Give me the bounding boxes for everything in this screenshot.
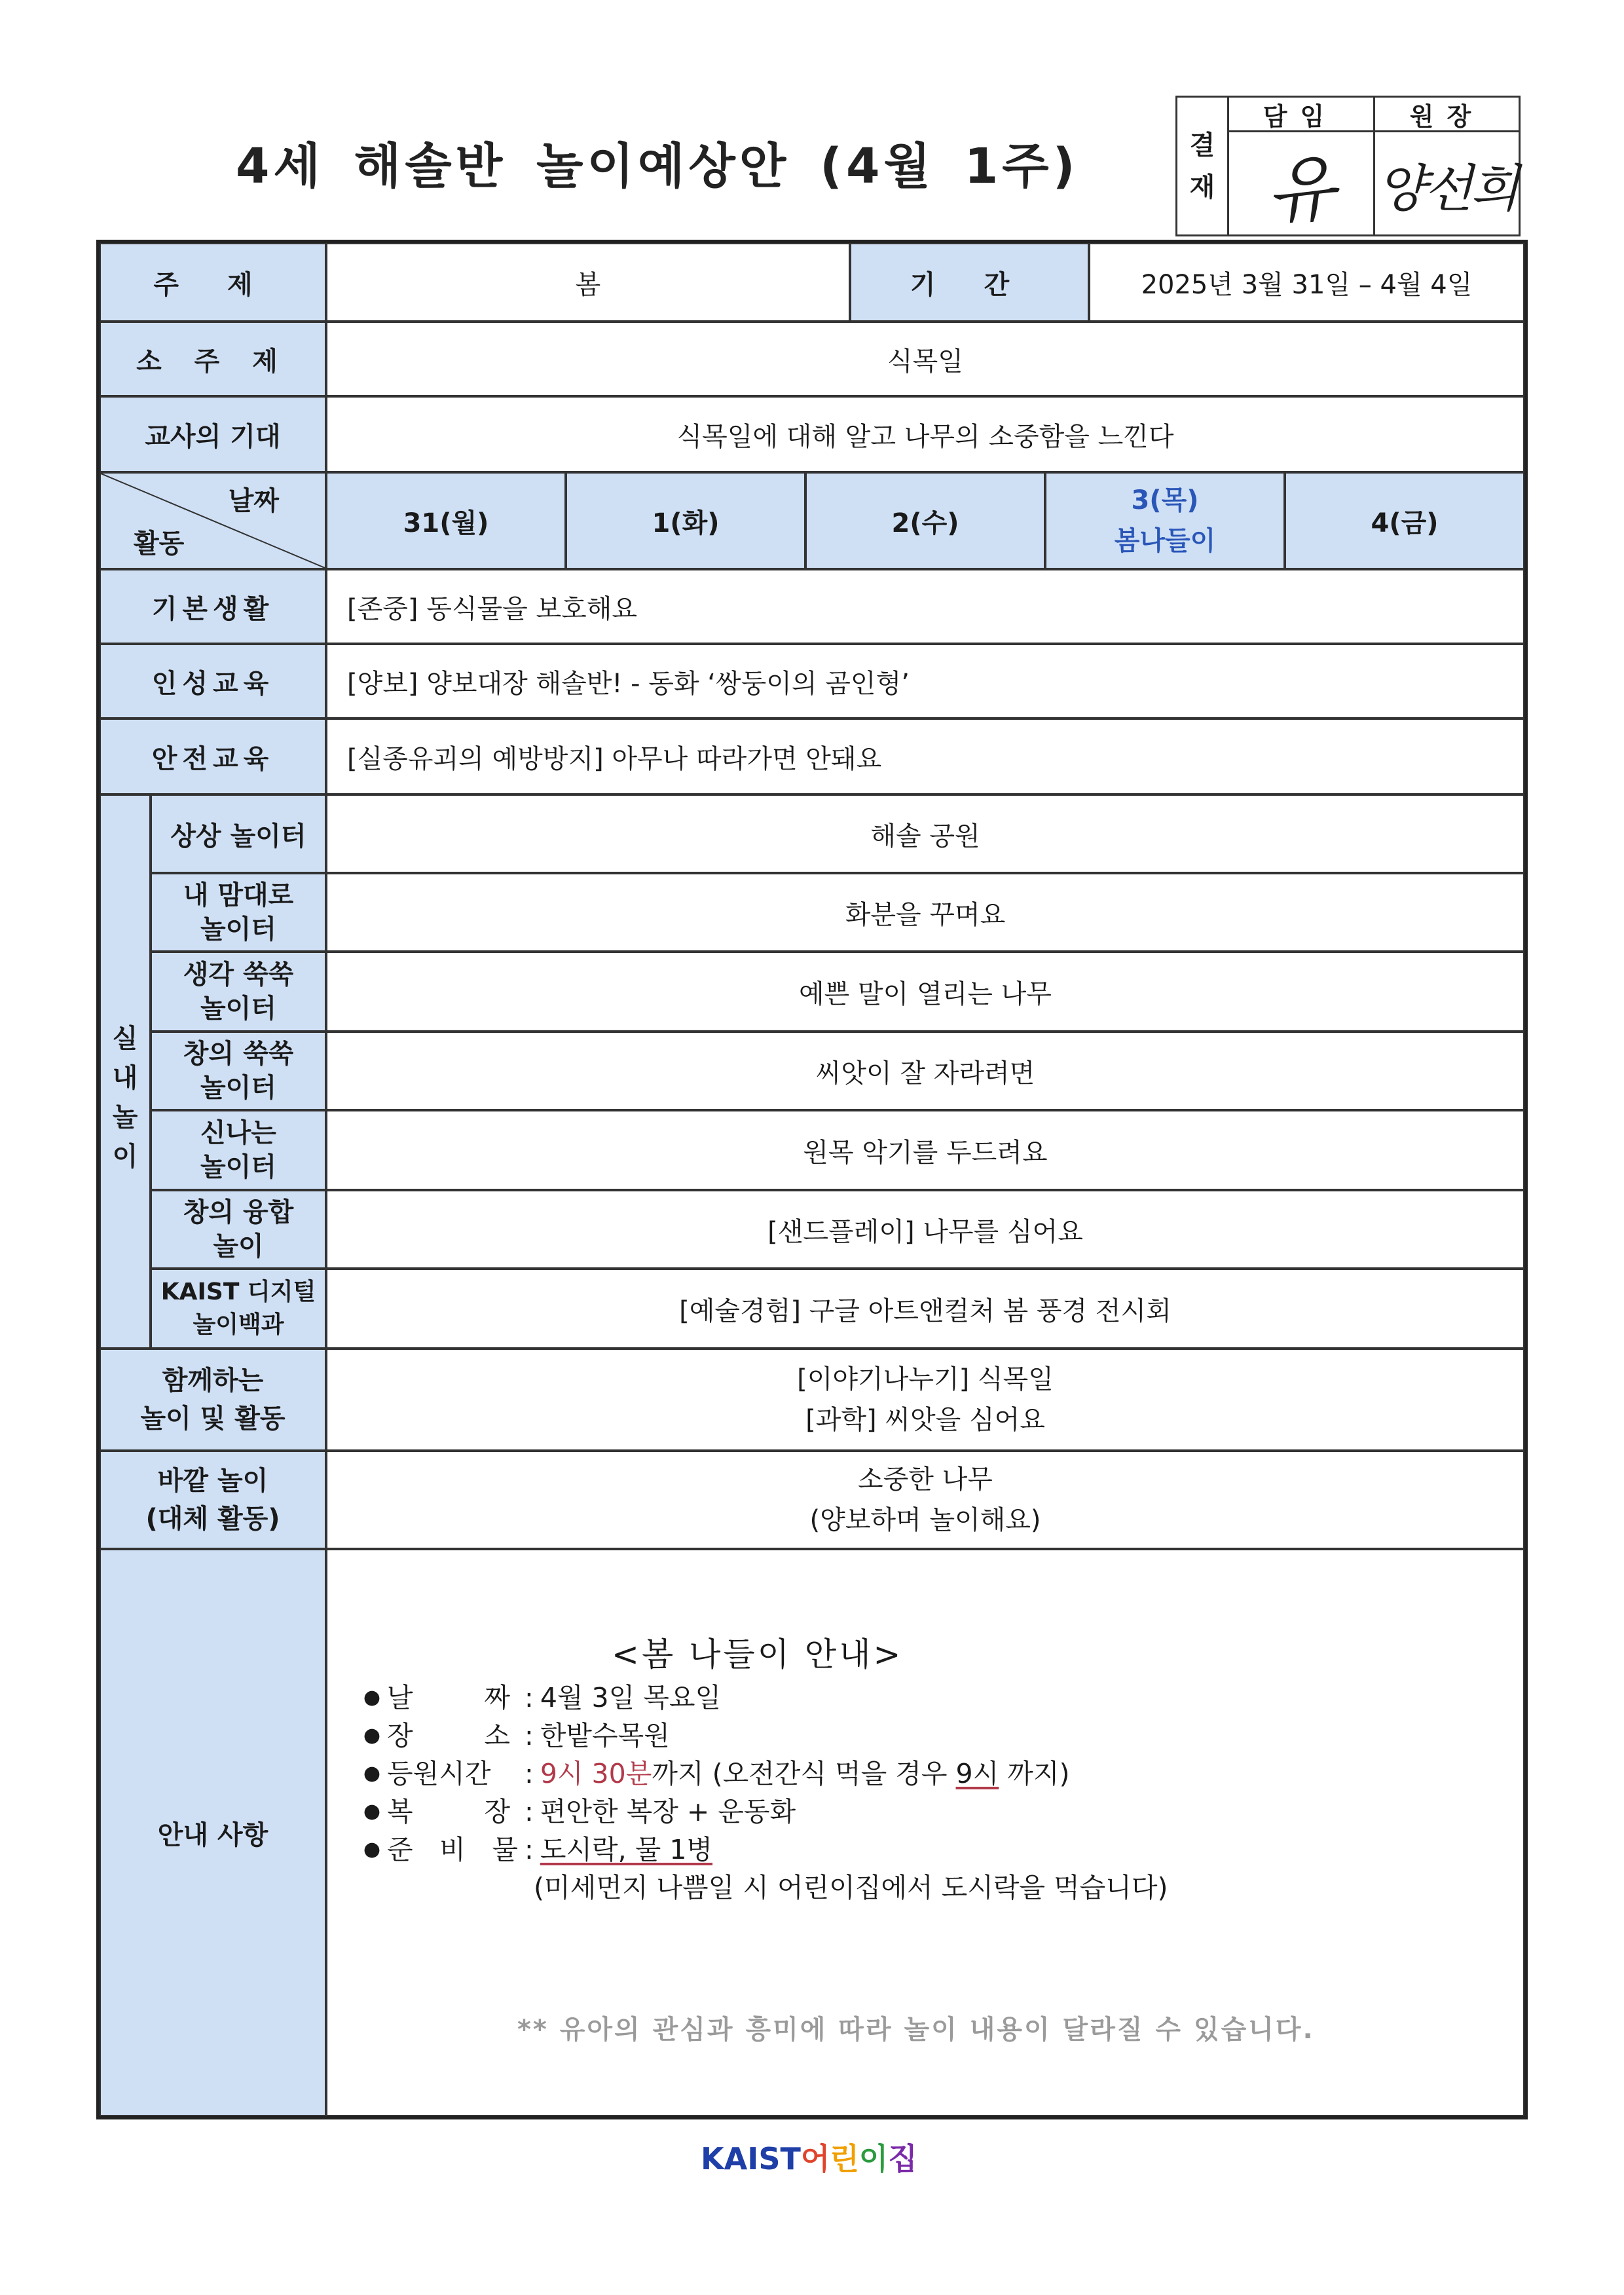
- label-part: 비: [439, 1834, 466, 1865]
- director-column: [1375, 98, 1519, 234]
- indoor-value: 화분을 꾸며요: [326, 873, 1524, 952]
- outdoor-line1: 소중한 나무: [858, 1465, 993, 1495]
- notice-item-label: [387, 1679, 525, 1717]
- approval-label-bottom: 재: [1189, 172, 1215, 202]
- logo-char: 린: [830, 2141, 859, 2176]
- notice-item-supplies: [357, 1831, 1168, 1869]
- teacher-header: 담임: [1227, 98, 1373, 132]
- safety-value: [실종유괴의 예방방지] 아무나 따라가면 안돼요: [326, 718, 1524, 794]
- date-label: 날짜: [228, 486, 279, 516]
- outdoor-label: [100, 1451, 326, 1549]
- indoor-label-line2: 놀이: [213, 1231, 264, 1261]
- arrival-time-snack: 9시: [955, 1758, 999, 1789]
- colon: :: [525, 1796, 534, 1827]
- notice-item-value: 편안한 복장 + 운동화: [540, 1796, 796, 1827]
- indoor-label-text: 상상 놀이터: [170, 821, 306, 851]
- notice-item-clothes: [357, 1793, 1168, 1831]
- activity-label: 활동: [134, 529, 185, 559]
- colon: :: [525, 1834, 534, 1865]
- director-header: 원장: [1375, 98, 1519, 132]
- together-line2: [과학] 씨앗을 심어요: [805, 1405, 1045, 1435]
- label-part: 준: [387, 1834, 413, 1865]
- colon: :: [525, 1720, 534, 1751]
- day-wed: 2(수): [805, 472, 1045, 569]
- logo-kaist: KAIST: [701, 2141, 801, 2176]
- day-fri: 4(금): [1285, 472, 1524, 569]
- notice-item-value: 한밭수목원: [540, 1720, 670, 1751]
- indoor-char: 실: [112, 1024, 138, 1054]
- indoor-value: 예쁜 말이 열리는 나무: [326, 952, 1524, 1032]
- logo-char: 어: [800, 2141, 830, 2176]
- day-tue: 1(화): [566, 472, 805, 569]
- notice-item-value: 도시락, 물 1병: [540, 1834, 713, 1865]
- indoor-value: 씨앗이 잘 자라려면: [326, 1032, 1524, 1110]
- indoor-play-group-label: [100, 794, 151, 1349]
- indoor-label-line1: 신나는: [200, 1118, 276, 1148]
- notice-item-place: [357, 1717, 1168, 1755]
- indoor-value: [샌드플레이] 나무를 심어요: [326, 1190, 1524, 1269]
- indoor-char: 내: [112, 1063, 138, 1093]
- together-line1: [이야기나누기] 식목일: [797, 1364, 1054, 1394]
- arrival-time: 9시 30분: [540, 1758, 652, 1789]
- period-value: 2025년 3월 31일 – 4월 4일: [1089, 243, 1524, 322]
- indoor-label-line2: 놀이터: [200, 914, 276, 944]
- logo-char: 이: [858, 2141, 889, 2176]
- label-part: 장: [484, 1796, 510, 1827]
- indoor-label-line1: 창의 쑥쑥: [183, 1039, 294, 1069]
- together-label-line1: 함께하는: [162, 1366, 264, 1396]
- bullet-icon: ●: [363, 1838, 381, 1861]
- notice-body: [326, 1549, 1524, 2116]
- indoor-char: 이: [112, 1142, 138, 1172]
- notice-label: 안내 사항: [100, 1549, 326, 2116]
- day-thu-note: 봄나들이: [1114, 526, 1216, 556]
- indoor-label: [151, 952, 326, 1032]
- day-thu-label: 3(목): [1131, 485, 1199, 515]
- notice-item-date: [357, 1679, 1168, 1717]
- notice-item-value: 4월 3일 목요일: [540, 1682, 722, 1713]
- indoor-label-line2: 놀이터: [200, 1152, 276, 1182]
- teacher-column: [1227, 98, 1375, 234]
- notice-item-label: [387, 1717, 525, 1755]
- notice-title: <봄 나들이 안내>: [612, 1635, 904, 1673]
- indoor-label: [151, 1032, 326, 1110]
- bullet-icon: ●: [363, 1762, 381, 1785]
- label-part: 복: [387, 1796, 413, 1827]
- approval-box: [1175, 96, 1521, 236]
- indoor-value: [예술경험] 구글 아트앤컬처 봄 풍경 전시회: [326, 1269, 1524, 1349]
- together-label-line2: 놀이 및 활동: [140, 1404, 286, 1434]
- plan-table: [96, 240, 1528, 2119]
- indoor-label: [151, 794, 326, 873]
- kaist-daycare-logo: [701, 2135, 917, 2178]
- notice-footnote: ** 유아의 관심과 흥미에 따라 놀이 내용이 달라질 수 있습니다.: [517, 2015, 1315, 2045]
- label-part: 소: [484, 1720, 510, 1751]
- outdoor-value: [326, 1451, 1524, 1549]
- indoor-label-line1: 창의 융합: [183, 1197, 294, 1227]
- together-label: [100, 1349, 326, 1451]
- indoor-char: 놀: [112, 1102, 138, 1132]
- notice-item-label: [387, 1831, 525, 1869]
- notice-extra: (미세먼지 나쁨일 시 어린이집에서 도시락을 먹습니다): [534, 1872, 1168, 1903]
- date-activity-header: [100, 472, 326, 569]
- period-label: 기 간: [850, 243, 1089, 322]
- outdoor-label-line2: (대체 활동): [145, 1504, 280, 1534]
- indoor-label-line1: 생각 쑥쑥: [183, 960, 294, 990]
- notice-item-arrival: [357, 1755, 1168, 1793]
- theme-value: 봄: [326, 243, 850, 322]
- bullet-icon: ●: [363, 1686, 381, 1709]
- indoor-label-line1: 내 맘대로: [183, 880, 294, 910]
- label-part: 물: [492, 1834, 518, 1865]
- bullet-icon: ●: [363, 1800, 381, 1823]
- indoor-label: [151, 1190, 326, 1269]
- notice-item-value: [540, 1755, 1070, 1793]
- notice-item-label: [387, 1755, 525, 1793]
- label-part: 짜: [484, 1682, 510, 1713]
- day-thu: [1045, 472, 1285, 569]
- indoor-label: [151, 1110, 326, 1190]
- indoor-value: 해솔 공원: [326, 794, 1524, 873]
- label-part: 장: [387, 1720, 413, 1751]
- subtheme-value: 식목일: [326, 322, 1524, 396]
- indoor-label-line2: 놀이터: [200, 1073, 276, 1103]
- director-signature: 양선희: [1376, 160, 1517, 219]
- indoor-label-line1: KAIST 디지털: [160, 1278, 316, 1305]
- indoor-label-line2: 놀이터: [200, 994, 276, 1024]
- safety-label: 안전교육: [100, 718, 326, 794]
- indoor-value: 원목 악기를 두드려요: [326, 1110, 1524, 1190]
- logo-char: 집: [888, 2141, 917, 2176]
- day-mon: 31(월): [326, 472, 566, 569]
- colon: :: [525, 1682, 534, 1713]
- expectation-label: 교사의 기대: [100, 396, 326, 472]
- indoor-label: [151, 873, 326, 952]
- indoor-label: [151, 1269, 326, 1349]
- arrival-after: 까지 (오전간식 먹을 경우: [652, 1758, 956, 1789]
- teacher-signature: 유: [1261, 145, 1340, 236]
- label-part: 날: [387, 1682, 413, 1713]
- page-title: 4세 해솔반 놀이예상안 (4월 1주): [236, 138, 1079, 195]
- label-part: 등원시간: [387, 1758, 491, 1789]
- indoor-label-line2: 놀이백과: [193, 1311, 284, 1338]
- approval-label: [1177, 98, 1229, 234]
- colon: :: [525, 1758, 534, 1789]
- bullet-icon: ●: [363, 1724, 381, 1747]
- approval-label-top: 결: [1189, 130, 1215, 160]
- basic-life-label: 기본생활: [100, 569, 326, 644]
- character-label: 인성교육: [100, 644, 326, 718]
- outdoor-label-line1: 바깥 놀이: [157, 1466, 268, 1496]
- outdoor-line2: (양보하며 놀이해요): [809, 1505, 1041, 1535]
- together-value: [326, 1349, 1524, 1451]
- expectation-value: 식목일에 대해 알고 나무의 소중함을 느낀다: [326, 396, 1524, 472]
- theme-label: 주 제: [100, 243, 326, 322]
- character-value: [양보] 양보대장 해솔반! - 동화 ‘쌍둥이의 곰인형’: [326, 644, 1524, 718]
- subtheme-label: 소 주 제: [100, 322, 326, 396]
- notice-content: [357, 1635, 1168, 1907]
- basic-life-value: [존중] 동식물을 보호해요: [326, 569, 1524, 644]
- arrival-end: 까지): [999, 1758, 1070, 1789]
- notice-item-label: [387, 1793, 525, 1831]
